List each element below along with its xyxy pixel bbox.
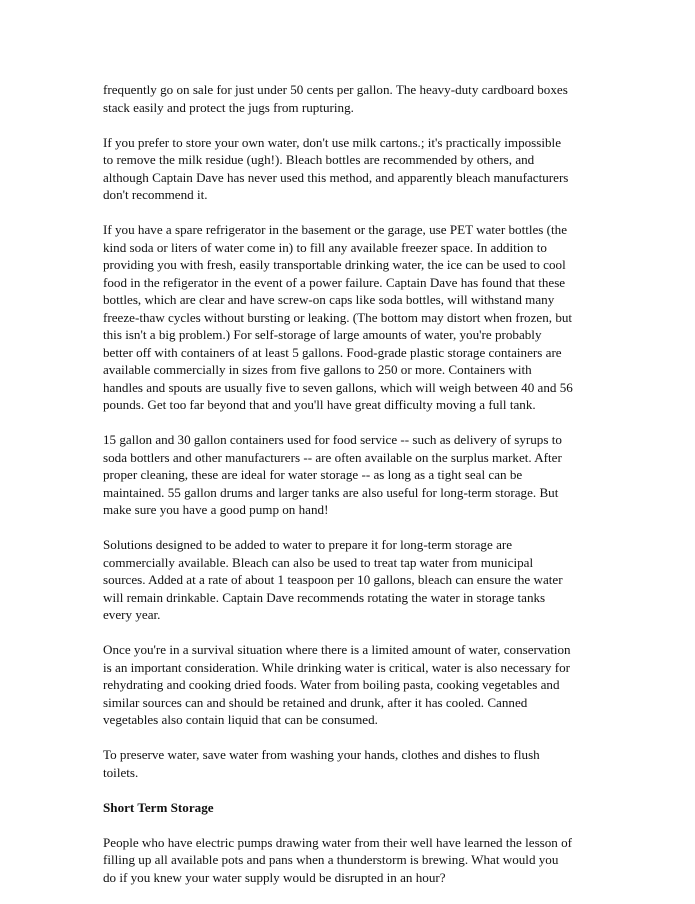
paragraph-storage-solutions: Solutions designed to be added to water to prepare it for long-term storage are commercially available. Bleach can also be used to treat tap water from municipal sources. Added at a rate of about 1 teaspoon per 10 gallons, bleach can ensure the water will remain drinkable. Captain Dave recommends rotating the water in storage tanks every year. (103, 537, 563, 622)
paragraph-preserve-water: To preserve water, save water from washing your hands, clothes and dishes to flush toilets. (103, 747, 540, 780)
paragraph-milk-jugs: frequently go on sale for just under 50 cents per gallon. The heavy-duty cardboard boxes stack easily and protect the jugs from rupturing. (103, 82, 568, 115)
paragraph-electric-pumps: People who have electric pumps drawing water from their well have learned the lesson of filling up all available pots and pans when a thunderstorm is brewing. What would you do if you knew your water supply would be disrupted in an hour? (103, 834, 573, 885)
paragraph-pet-bottles: If you have a spare refrigerator in the basement or the garage, use PET water bottles (the kind soda or liters of water come in) to fill any available freezer space. In addition to providing you with fresh, easily transportable drinking water, the ice can be used to cool food in the refigerator in the event of a power failure. Captain Dave has found that these bottles, which are clear and have screw-on caps like soda bottles, will withstand many freeze-thaw cycles without bursting or leaking. (The bottom may distort when frozen, but this isn't a big problem.) For self-storage of large amounts of water, you're probably better off with containers of at least 5 gallons. Food-grade plastic storage containers are available commercially in sizes from five gallons to 250 or more. Containers with handles and spouts are usually five to seven gallons, which will weigh between 40 and 56 pounds. Get too far beyond that and you'll have great difficulty moving a full tank. (103, 222, 573, 412)
document-page (103, 81, 603, 904)
section-heading: Short Term Storage (103, 799, 214, 815)
paragraph-milk-cartons: If you prefer to store your own water, don't use milk cartons.; it's practically impossible to remove the milk residue (ugh!). Bleach bottles are recommended by others, and although Captain Dave has never used this method, and apparently bleach manufacturers don't recommend it. (103, 134, 569, 202)
paragraph-food-service-containers: 15 gallon and 30 gallon containers used for food service -- such as delivery of syrups to soda bottlers and other manufacturers -- are often available on the surplus market. After proper cleaning, these are ideal for water storage -- as long as a tight seal can be maintained. 55 gallon drums and larger tanks are also useful for long-term storage. But make sure you have a good pump on hand! (103, 432, 562, 517)
paragraph-conservation: Once you're in a survival situation where there is a limited amount of water, conservation is an important consideration. While drinking water is critical, water is also necessary for rehydrating and cooking dried foods. Water from boiling pasta, cooking vegetables and similar sources can and should be retained and drunk, after it has cooled. Canned vegetables also contain liquid that can be consumed. (103, 642, 571, 727)
